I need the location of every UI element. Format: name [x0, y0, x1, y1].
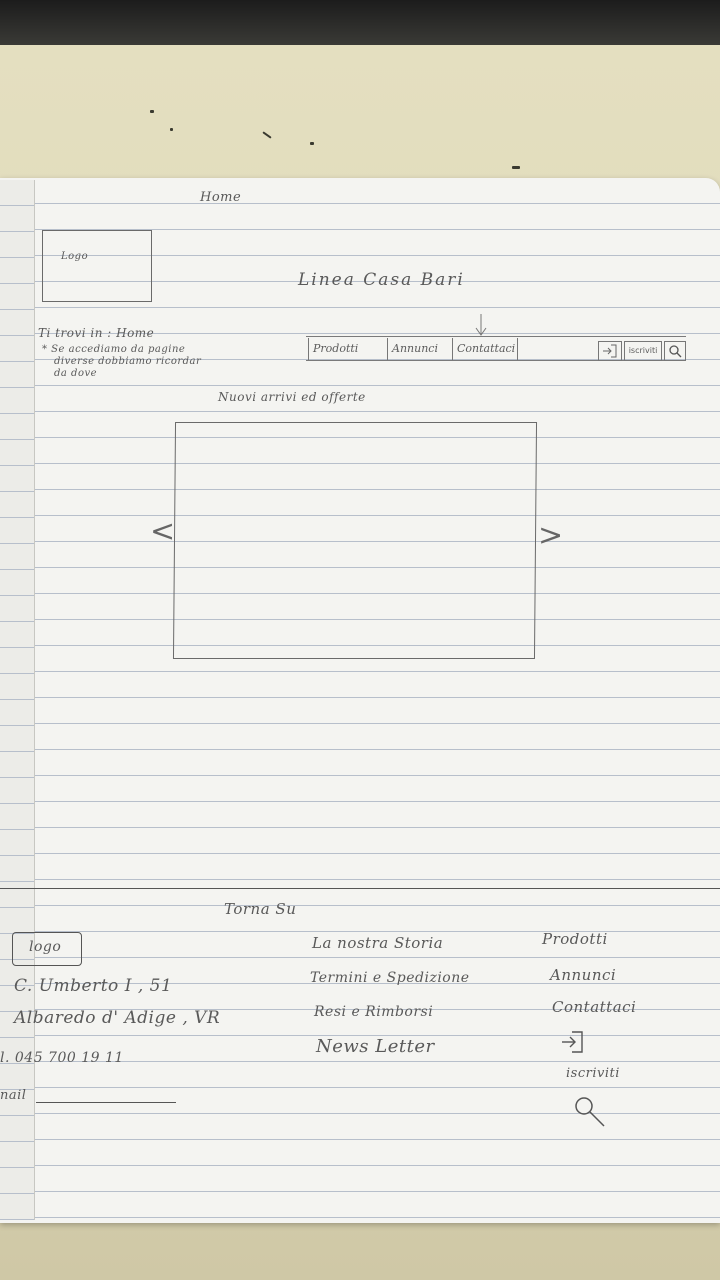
footer-nav-contattaci[interactable]: Contattaci — [552, 998, 637, 1016]
footer-address-line2: Albaredo d' Adige , VR — [14, 1008, 221, 1028]
footer-separator — [0, 888, 720, 889]
login-button[interactable] — [598, 341, 622, 361]
footer-nav-prodotti[interactable]: Prodotti — [542, 930, 608, 948]
login-arrow-icon[interactable] — [560, 1030, 586, 1054]
nav-top-line — [306, 336, 686, 337]
crumb — [170, 128, 173, 131]
nav-item-annunci[interactable]: Annunci — [387, 338, 452, 360]
header-logo[interactable] — [42, 230, 152, 302]
footer-link-resi[interactable]: Resi e Rimborsi — [314, 1004, 434, 1020]
desk-edge — [0, 0, 720, 45]
breadcrumb-note: diverse dobbiamo ricordar — [54, 356, 202, 367]
footer-email-line[interactable] — [36, 1102, 176, 1103]
carousel-title: Nuovi arrivi ed offerte — [218, 390, 366, 404]
carousel-prev-button[interactable]: < — [150, 514, 176, 549]
footer-link-newsletter[interactable]: News Letter — [316, 1036, 435, 1057]
carousel-next-button[interactable]: > — [538, 518, 564, 553]
search-icon[interactable] — [572, 1094, 608, 1130]
crumb — [310, 142, 314, 145]
site-title: Linea Casa Bari — [298, 270, 465, 290]
footer-phone: l. 045 700 19 11 — [0, 1050, 124, 1066]
back-to-top-link[interactable]: Torna Su — [224, 900, 297, 918]
nav-item-prodotti[interactable]: Prodotti — [308, 338, 387, 360]
footer-email-label: nail — [0, 1088, 27, 1103]
down-arrow-icon — [474, 314, 488, 338]
nav-item-contattaci[interactable]: Contattaci — [452, 338, 517, 360]
breadcrumb: Ti trovi in : Home — [38, 326, 155, 340]
footer-nav-annunci[interactable]: Annunci — [550, 966, 617, 984]
footer-register-link[interactable]: iscriviti — [566, 1066, 620, 1081]
register-button[interactable]: iscriviti — [624, 341, 662, 361]
crumb — [512, 166, 520, 169]
search-icon — [668, 344, 682, 358]
footer-logo[interactable] — [12, 932, 82, 966]
footer-link-termini[interactable]: Termini e Spedizione — [310, 970, 470, 986]
carousel-slide[interactable] — [173, 422, 537, 659]
breadcrumb-note: * Se accediamo da pagine — [42, 344, 186, 355]
search-button[interactable] — [664, 341, 686, 361]
crumb — [150, 110, 154, 113]
footer-logo-label: logo — [29, 939, 62, 955]
breadcrumb-note: da dove — [54, 368, 98, 379]
login-arrow-icon — [602, 344, 618, 358]
header-logo-label: Logo — [61, 251, 89, 262]
nav-divider — [517, 338, 518, 360]
footer-address-line1: C. Umberto I , 51 — [14, 976, 173, 996]
page-title: Home — [200, 190, 242, 205]
footer-link-storia[interactable]: La nostra Storia — [312, 934, 444, 952]
